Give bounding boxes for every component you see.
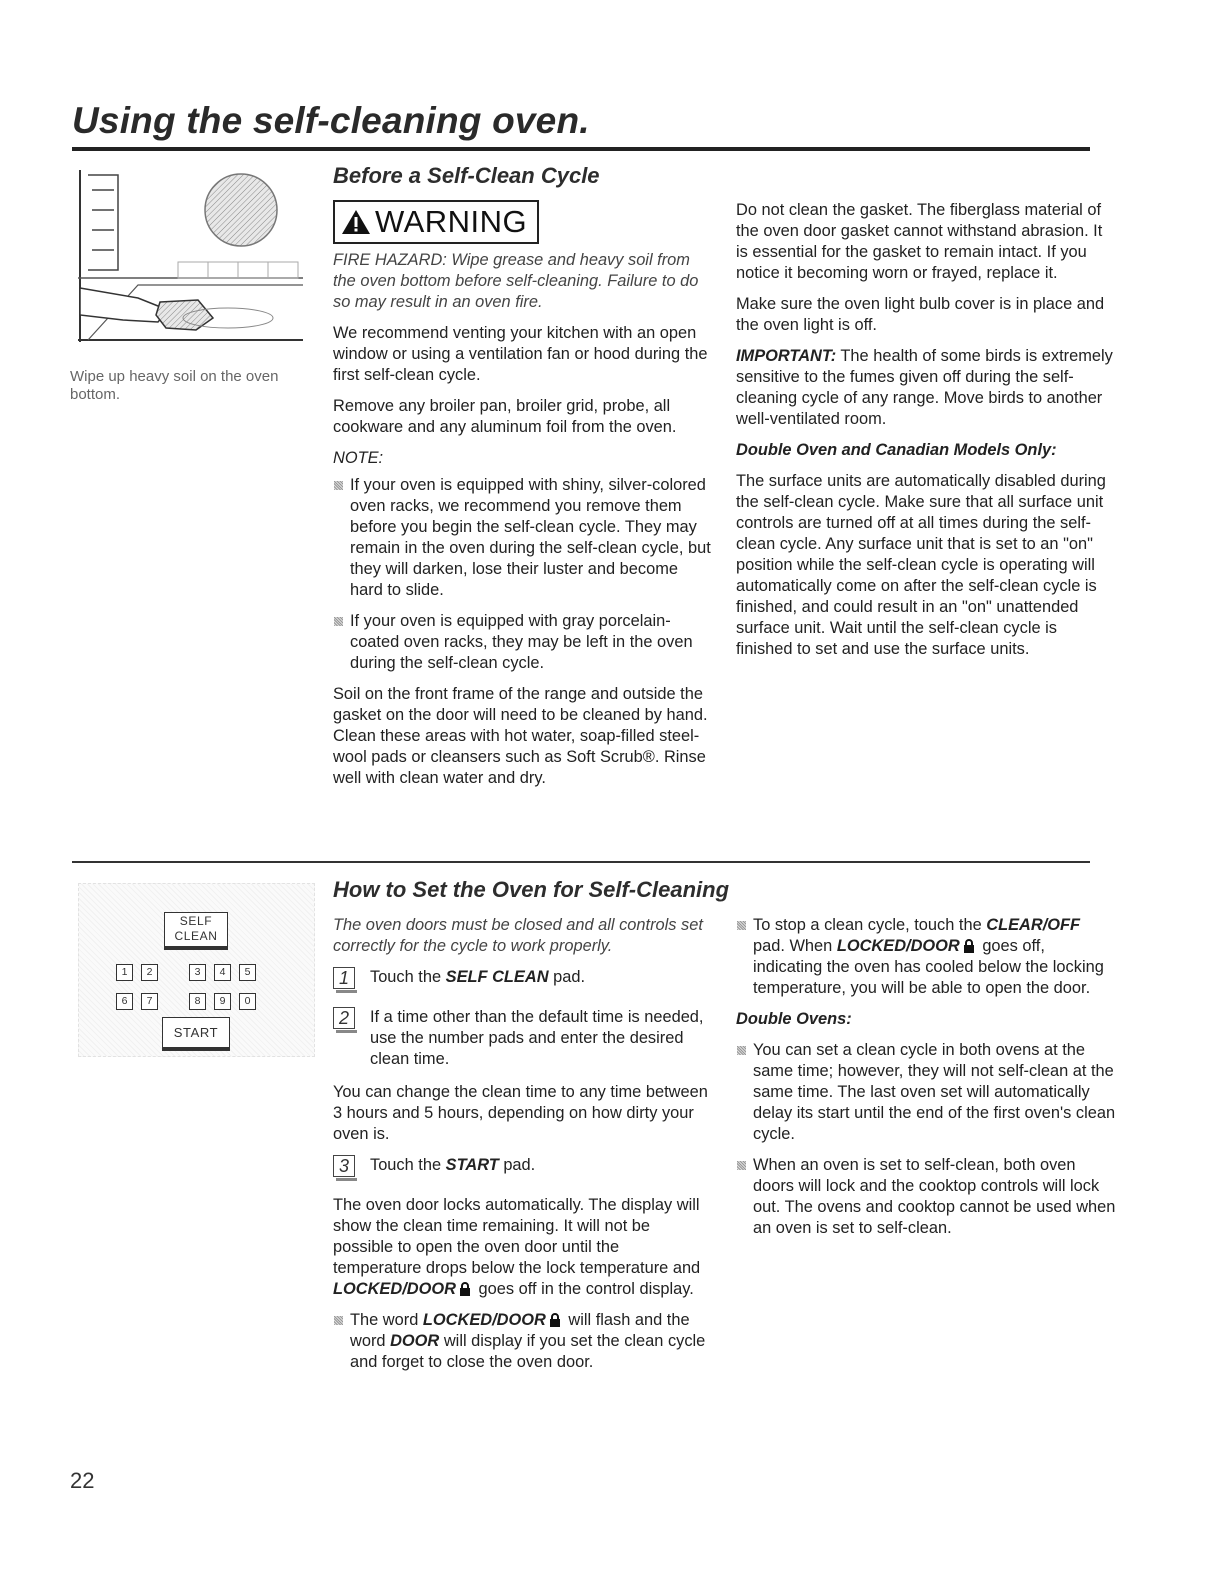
number-pad-8: 8 <box>189 993 206 1010</box>
bullet-square-icon <box>737 1161 746 1170</box>
number-pad-1: 1 <box>116 964 133 981</box>
door-lock-post: goes off in the control display. <box>473 1280 694 1298</box>
start-key-label: START <box>445 1156 499 1174</box>
bullet-square-icon <box>334 481 343 490</box>
bullet-square-icon <box>334 1316 343 1325</box>
step-2 <box>333 1007 711 1070</box>
number-pad-4: 4 <box>214 964 231 981</box>
clear-off-label: CLEAR/OFF <box>986 916 1081 934</box>
warning-label: WARNING <box>375 204 528 239</box>
control-keypad-illustration <box>78 883 315 1057</box>
venting-paragraph: We recommend venting your kitchen with an open window or using a ventilation fan or hood during the first self-clean cycle. <box>333 324 708 384</box>
number-pad-0: 0 <box>239 993 256 1010</box>
note-bullet <box>333 475 711 601</box>
door-label: DOOR <box>390 1332 440 1350</box>
step-1 <box>333 967 711 989</box>
number-pad-3: 3 <box>189 964 206 981</box>
step-2-text: If a time other than the default time is needed, use the number pads and enter the desired clean time. <box>370 1008 704 1068</box>
number-pad-2: 2 <box>141 964 158 981</box>
bullet-text-1: The word <box>350 1311 423 1329</box>
stop-mid: pad. When <box>753 937 837 955</box>
double-oven-paragraph: The surface units are automatically disabled during the self-clean cycle. Make sure that all surface unit controls are turned off at all times during the self-clean cycle. Any surface unit that is set to an "on" position while the self-clean cycle is operating will automatically come on after the self-clean cycle is finished, and could result in an "on" unattended surface unit. Wait until the self-clean cycle is finished to set and use the surface units. <box>736 472 1106 658</box>
bullet-square-icon <box>334 617 343 626</box>
stop-pre: To stop a clean cycle, touch the <box>753 916 987 934</box>
warning-triangle-icon <box>341 209 371 235</box>
step-number-2: 2 <box>333 1007 355 1029</box>
section-title-how-to-set: How to Set the Oven for Self-Cleaning <box>333 877 730 902</box>
double-ovens-bullet <box>736 1155 1116 1239</box>
intro-text: The oven doors must be closed and all controls set correctly for the cycle to work properly. <box>333 916 703 955</box>
step-1-pre: Touch the <box>370 968 446 986</box>
step-1-post: pad. <box>548 968 586 986</box>
page-number: 22 <box>70 1468 95 1493</box>
number-pad-5: 5 <box>239 964 256 981</box>
self-clean-pad <box>164 912 228 950</box>
self-clean-line1: SELF <box>179 914 213 928</box>
illustration-caption: Wipe up heavy soil on the oven bottom. <box>70 368 279 403</box>
lock-icon <box>459 1282 471 1296</box>
bullet-square-icon <box>737 1046 746 1055</box>
double-ovens-bullet-text: When an oven is set to self-clean, both oven doors will lock and the cooktop controls will lock out. The ovens and cooktop cannot be used when an oven is set to self-clean. <box>753 1156 1116 1237</box>
step-3-post: pad. <box>498 1156 536 1174</box>
lock-icon <box>963 939 975 953</box>
note-label: NOTE: <box>333 449 384 467</box>
section-divider <box>72 861 1090 863</box>
section1-right-column <box>736 200 1116 670</box>
double-ovens-heading: Double Ovens: <box>736 1010 852 1028</box>
important-label: IMPORTANT: <box>736 347 837 365</box>
self-clean-line2: CLEAN <box>174 929 218 943</box>
number-pad-9: 9 <box>214 993 231 1010</box>
step-number-3: 3 <box>333 1155 355 1177</box>
stop-post: goes off, indicating the oven has cooled below the locking temperature, you will be able to open the door. <box>753 937 1104 997</box>
bullet-text-2: will flash and the word <box>350 1311 690 1350</box>
bullet-text-3: will display if you set the clean cycle and forget to close the oven door. <box>350 1332 706 1371</box>
step-3 <box>333 1155 711 1177</box>
door-lock-paragraph <box>333 1195 711 1300</box>
remove-items-paragraph: Remove any broiler pan, broiler grid, probe, all cookware and any aluminum foil from the oven. <box>333 397 677 436</box>
self-clean-key-label: SELF CLEAN <box>445 968 549 986</box>
section-title-before-self-clean: Before a Self-Clean Cycle <box>333 163 600 188</box>
locked-door-label: LOCKED/DOOR <box>836 937 960 955</box>
warning-box <box>333 200 539 244</box>
section2-right-column <box>736 915 1116 1249</box>
page-title: Using the self-cleaning oven. <box>72 100 590 141</box>
locked-door-label: LOCKED/DOOR <box>422 1311 546 1329</box>
bullet-square-icon <box>737 921 746 930</box>
locked-door-bullet <box>333 1310 711 1373</box>
section2-middle-column <box>333 915 711 1383</box>
start-pad: START <box>162 1017 230 1051</box>
section1-middle-column <box>333 200 711 799</box>
note-bullet-text: If your oven is equipped with shiny, silver-colored oven racks, we recommend you remove them before you begin the self-clean cycle. They may remain in the oven during the self-clean cycle, but they will darken, lose their luster and become hard to slide. <box>350 476 711 599</box>
change-time-paragraph: You can change the clean time to any time between 3 hours and 5 hours, depending on how dirty your oven is. <box>333 1083 708 1143</box>
stop-cycle-bullet <box>736 915 1116 999</box>
double-ovens-bullet-text: You can set a clean cycle in both ovens at the same time; however, they will not self-clean at the same time. The last oven set will automatically delay its start until the end of the first oven's clean cycle. <box>753 1041 1116 1143</box>
important-paragraph <box>736 346 1116 430</box>
warning-text: FIRE HAZARD: Wipe grease and heavy soil from the oven bottom before self-cleaning. Failure to do so may result in an oven fire. <box>333 251 699 311</box>
number-pad-6: 6 <box>116 993 133 1010</box>
double-ovens-bullet <box>736 1040 1116 1145</box>
oven-cleaning-illustration <box>78 170 308 355</box>
lock-icon <box>549 1313 561 1327</box>
light-cover-paragraph: Make sure the oven light bulb cover is in place and the oven light is off. <box>736 295 1105 334</box>
number-pad-7: 7 <box>141 993 158 1010</box>
double-oven-heading: Double Oven and Canadian Models Only: <box>736 441 1057 459</box>
step-3-pre: Touch the <box>370 1156 446 1174</box>
title-rule <box>72 147 1090 151</box>
important-text: The health of some birds is extremely sensitive to the fumes given off during the self-cleaning cycle of any range. Move birds to another well-ventilated room. <box>736 347 1113 428</box>
note-bullet-text: If your oven is equipped with gray porcelain-coated oven racks, they may be left in the oven during the self-clean cycle. <box>350 612 693 672</box>
gasket-paragraph: Do not clean the gasket. The fiberglass material of the oven door gasket cannot withstand abrasion. It is essential for the gasket to remain intact. If you notice it becoming worn or frayed, replace it. <box>736 201 1103 282</box>
note-bullet <box>333 611 711 674</box>
step-number-1: 1 <box>333 967 355 989</box>
locked-door-label: LOCKED/DOOR <box>333 1280 456 1298</box>
door-lock-pre: The oven door locks automatically. The display will show the clean time remaining. It will not be possible to open the oven door until the temperature drops below the lock temperature and <box>333 1196 701 1277</box>
soil-frame-paragraph: Soil on the front frame of the range and outside the gasket on the door will need to be cleaned by hand. Clean these areas with hot water, soap-filled steel-wool pads or cleansers such as Soft Scrub®. Rinse well with clean water and dry. <box>333 685 708 787</box>
